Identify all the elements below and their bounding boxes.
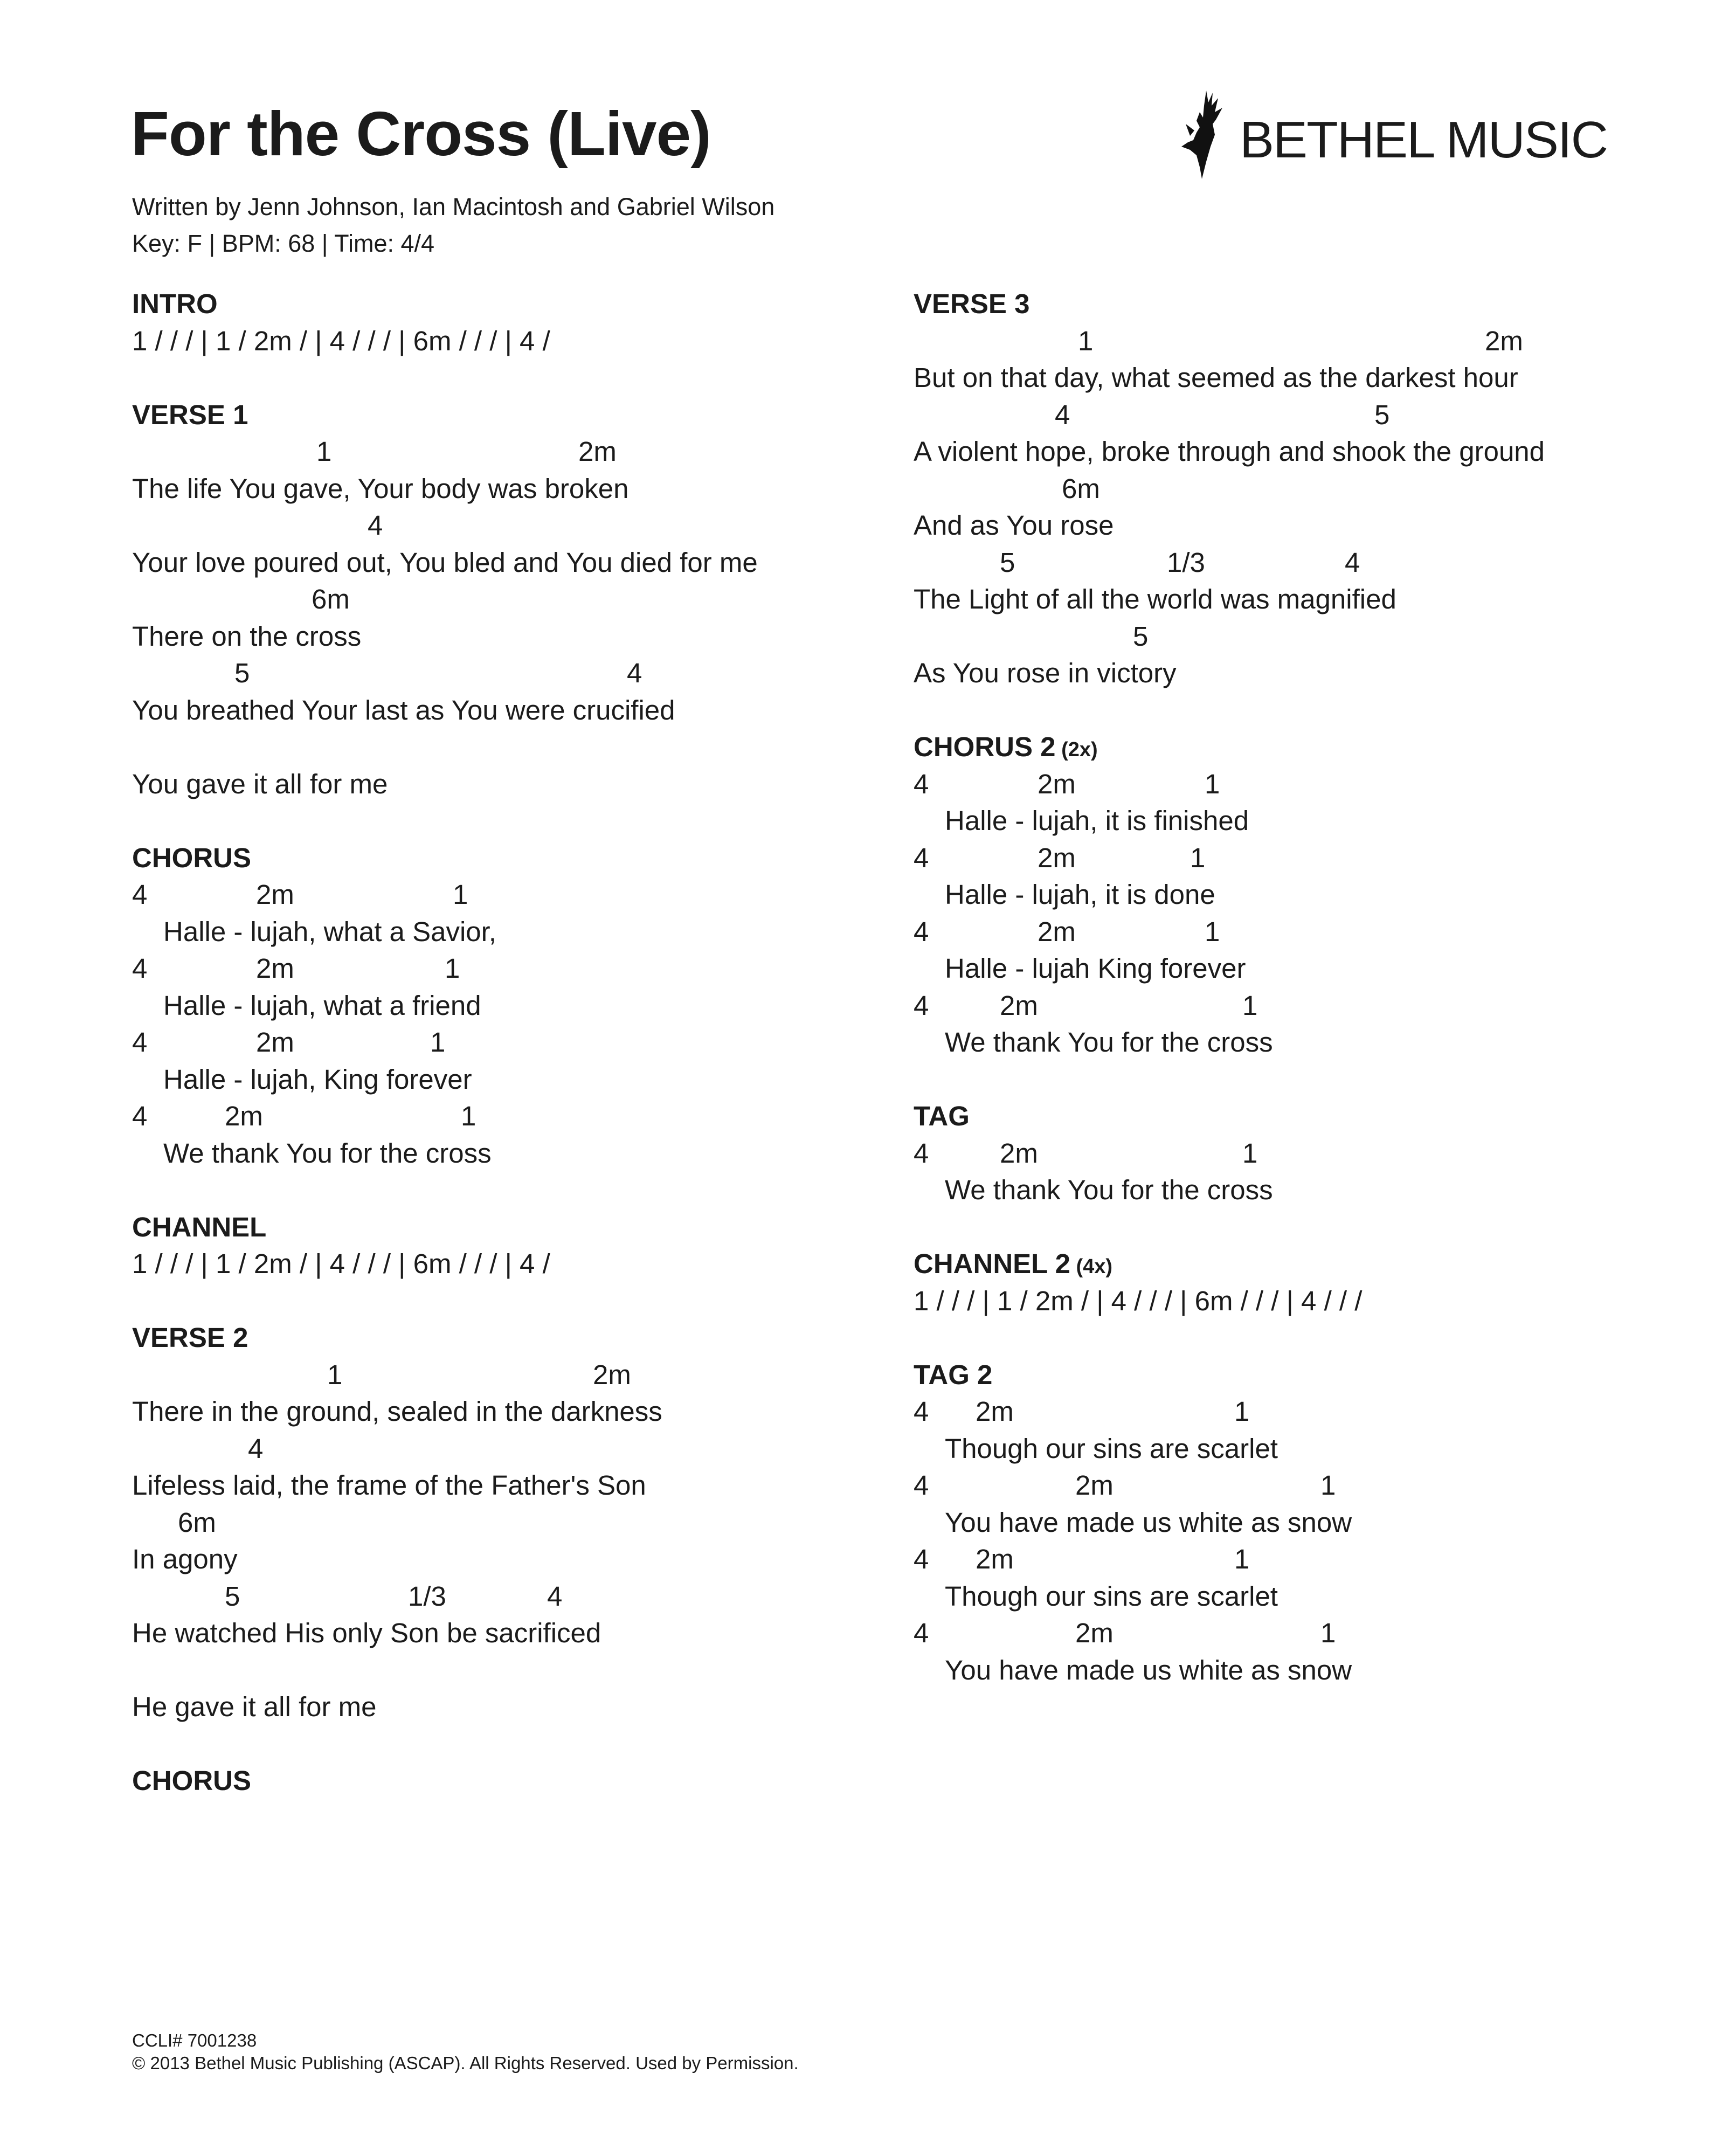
chord: 2m bbox=[1075, 1470, 1114, 1501]
chord-line bbox=[132, 433, 897, 471]
chord: 4 bbox=[132, 953, 148, 984]
lyric-line: Halle - lujah King forever bbox=[945, 953, 1246, 984]
section-heading bbox=[132, 286, 897, 323]
blank-line bbox=[132, 803, 897, 840]
lyric-line: He gave it all for me bbox=[132, 1691, 377, 1722]
chord: 2m bbox=[256, 1027, 294, 1058]
lyric-line: Lifeless laid, the frame of the Father's Son bbox=[132, 1470, 646, 1501]
blank-line bbox=[132, 1726, 897, 1763]
chord: 1 bbox=[1242, 990, 1258, 1021]
blank-line bbox=[914, 692, 1679, 729]
chord: 2m bbox=[593, 1359, 631, 1390]
left-column bbox=[132, 286, 897, 1800]
lyric-line: We thank You for the cross bbox=[163, 1137, 492, 1169]
chord: 1 bbox=[327, 1359, 343, 1390]
lyric-line: Halle - lujah, what a Savior, bbox=[163, 916, 496, 947]
song-credits bbox=[132, 189, 774, 262]
chord: 1 bbox=[1205, 768, 1220, 799]
chord: 1 bbox=[430, 1027, 446, 1058]
section-heading-text: CHANNEL bbox=[132, 1211, 267, 1242]
repeat-marker: (2x) bbox=[1055, 738, 1098, 761]
lyric-line: We thank You for the cross bbox=[945, 1174, 1273, 1205]
chord: 1 bbox=[1234, 1544, 1250, 1574]
lyric-line: And as You rose bbox=[914, 510, 1114, 541]
chord-line bbox=[132, 655, 897, 692]
chord-line bbox=[132, 507, 897, 544]
chord: 2m bbox=[256, 879, 294, 910]
lyric-line: There on the cross bbox=[132, 620, 362, 652]
chord: 6m bbox=[312, 584, 350, 614]
chord-line bbox=[914, 840, 1679, 877]
section-heading bbox=[132, 1763, 897, 1800]
chord: 5 bbox=[1133, 620, 1149, 652]
chord: 4 bbox=[132, 1101, 148, 1131]
section-heading-text: CHORUS bbox=[132, 1765, 252, 1796]
chord: 1 bbox=[1320, 1470, 1336, 1501]
chord-line bbox=[132, 1098, 897, 1135]
section-heading bbox=[132, 1319, 897, 1357]
chord-line bbox=[132, 876, 897, 914]
lyric-line: Halle - lujah, what a friend bbox=[163, 990, 481, 1021]
chord: 4 bbox=[914, 842, 929, 873]
chord: 2m bbox=[1485, 325, 1523, 356]
chord: 2m bbox=[976, 1544, 1014, 1574]
chord: 4 bbox=[132, 879, 148, 910]
chord: 2m bbox=[1038, 842, 1076, 873]
chord: 4 bbox=[1055, 399, 1070, 430]
lyric-line: Your love poured out, You bled and You died for me bbox=[132, 547, 758, 578]
lyric-line: The life You gave, Your body was broken bbox=[132, 473, 629, 504]
chord: 4 bbox=[132, 1027, 148, 1058]
chord: 5 bbox=[1374, 399, 1390, 430]
blank-line bbox=[914, 1061, 1679, 1098]
chord: 1 bbox=[453, 879, 468, 910]
chord-line bbox=[914, 323, 1679, 360]
chord-line bbox=[132, 1578, 897, 1615]
chord-line bbox=[132, 1431, 897, 1468]
blank-line bbox=[132, 360, 897, 397]
section-heading bbox=[914, 1246, 1679, 1283]
chord: 2m bbox=[225, 1101, 263, 1131]
lyric-line: But on that day, what seemed as the darkest hour bbox=[914, 362, 1518, 393]
chord-line bbox=[914, 1393, 1679, 1431]
lyric-line: Halle - lujah, it is done bbox=[945, 879, 1215, 910]
chord: 4 bbox=[914, 916, 929, 947]
chord-line bbox=[914, 618, 1679, 655]
chord: 4 bbox=[914, 1396, 929, 1427]
lyric-line: 1 / / / | 1 / 2m / | 4 / / / | 6m / / / | 4 / bbox=[132, 325, 550, 356]
key-bpm-time: Key: F | BPM: 68 | Time: 4/4 bbox=[132, 230, 435, 257]
lyric-line: Halle - lujah, it is finished bbox=[945, 805, 1249, 836]
chord-line bbox=[914, 1467, 1679, 1504]
chord: 1 bbox=[1190, 842, 1206, 873]
bethel-music-logo bbox=[1175, 86, 1607, 183]
chord: 1 bbox=[1078, 325, 1094, 356]
chord: 2m bbox=[1000, 1137, 1038, 1169]
chord-line bbox=[132, 581, 897, 618]
chord: 1 bbox=[461, 1101, 476, 1131]
lyric-line: A violent hope, broke through and shook the ground bbox=[914, 436, 1545, 467]
lyric-line: You have made us white as snow bbox=[945, 1654, 1352, 1685]
chord: 5 bbox=[225, 1580, 240, 1612]
chord: 2m bbox=[1038, 916, 1076, 947]
chord: 4 bbox=[914, 768, 929, 799]
section-heading-text: CHORUS bbox=[132, 842, 252, 873]
chord-line bbox=[914, 397, 1679, 434]
blank-line bbox=[132, 1172, 897, 1209]
chord-line bbox=[132, 1504, 897, 1542]
lyric-line: You gave it all for me bbox=[132, 768, 388, 799]
lyric-line: The Light of all the world was magnified bbox=[914, 584, 1396, 614]
blank-line bbox=[132, 1283, 897, 1320]
section-heading bbox=[914, 729, 1679, 766]
chord: 4 bbox=[914, 990, 929, 1021]
logo-text: BETHEL MUSIC bbox=[1240, 111, 1607, 169]
section-heading-text: VERSE 1 bbox=[132, 399, 248, 430]
chord: 4 bbox=[547, 1580, 563, 1612]
chord: 4 bbox=[914, 1618, 929, 1648]
chord: 4 bbox=[914, 1137, 929, 1169]
chord: 2m bbox=[578, 436, 617, 467]
lyric-line: 1 / / / | 1 / 2m / | 4 / / / | 6m / / / | 4 / / / bbox=[914, 1285, 1363, 1316]
lyric-line: There in the ground, sealed in the darkness bbox=[132, 1396, 662, 1427]
ccli-number: CCLI# 7001238 bbox=[132, 2030, 257, 2050]
lyric-line: In agony bbox=[132, 1544, 238, 1574]
deer-head-icon bbox=[1175, 86, 1234, 183]
chord: 4 bbox=[627, 658, 642, 688]
chord-line bbox=[914, 1541, 1679, 1578]
chord: 1 bbox=[1234, 1396, 1250, 1427]
section-heading bbox=[132, 1209, 897, 1246]
chord-line bbox=[132, 950, 897, 987]
right-column bbox=[914, 286, 1679, 1689]
section-heading bbox=[914, 286, 1679, 323]
lyric-line: We thank You for the cross bbox=[945, 1027, 1273, 1058]
blank-line bbox=[132, 729, 897, 766]
section-heading bbox=[914, 1357, 1679, 1394]
chord-line bbox=[914, 471, 1679, 508]
section-heading bbox=[132, 397, 897, 434]
blank-line bbox=[132, 1652, 897, 1689]
chord: 1 bbox=[1242, 1137, 1258, 1169]
chord: 4 bbox=[1345, 547, 1360, 578]
section-heading-text: INTRO bbox=[132, 288, 218, 319]
section-heading bbox=[132, 840, 897, 877]
chord: 1/3 bbox=[408, 1580, 446, 1612]
chord: 4 bbox=[368, 510, 383, 541]
chord-line bbox=[914, 1615, 1679, 1652]
chord-line bbox=[132, 1024, 897, 1061]
lyric-line: As You rose in victory bbox=[914, 658, 1177, 688]
lyric-line: Though our sins are scarlet bbox=[945, 1433, 1278, 1464]
chord: 6m bbox=[178, 1507, 216, 1538]
chord-line bbox=[914, 914, 1679, 951]
chord: 2m bbox=[976, 1396, 1014, 1427]
section-heading-text: TAG bbox=[914, 1101, 970, 1131]
chord: 4 bbox=[914, 1544, 929, 1574]
section-heading-text: CHANNEL 2 bbox=[914, 1248, 1070, 1279]
chord: 5 bbox=[1000, 547, 1015, 578]
lyric-line: You have made us white as snow bbox=[945, 1507, 1352, 1538]
blank-line bbox=[914, 1319, 1679, 1357]
chord-line bbox=[914, 766, 1679, 803]
chord: 1 bbox=[1205, 916, 1220, 947]
blank-line bbox=[914, 1209, 1679, 1246]
section-heading-text: VERSE 2 bbox=[132, 1322, 248, 1353]
lyric-line: He watched His only Son be sacrificed bbox=[132, 1618, 601, 1648]
chord-line bbox=[914, 987, 1679, 1025]
chord: 4 bbox=[248, 1433, 264, 1464]
song-title: For the Cross (Live) bbox=[131, 99, 711, 169]
chord: 2m bbox=[1075, 1618, 1114, 1648]
chord-line bbox=[914, 1135, 1679, 1172]
chord: 2m bbox=[1000, 990, 1038, 1021]
section-heading-text: VERSE 3 bbox=[914, 288, 1030, 319]
footer bbox=[132, 2029, 799, 2075]
copyright-notice: © 2013 Bethel Music Publishing (ASCAP). All Rights Reserved. Used by Permission. bbox=[132, 2053, 799, 2073]
chord: 6m bbox=[1062, 473, 1100, 504]
chord: 1/3 bbox=[1167, 547, 1205, 578]
lyric-line: Though our sins are scarlet bbox=[945, 1580, 1278, 1612]
chord: 2m bbox=[1038, 768, 1076, 799]
chord: 1 bbox=[316, 436, 332, 467]
lyric-line: You breathed Your last as You were crucified bbox=[132, 694, 675, 725]
chord: 4 bbox=[914, 1470, 929, 1501]
repeat-marker: (4x) bbox=[1070, 1255, 1113, 1278]
section-heading-text: TAG 2 bbox=[914, 1359, 993, 1390]
chord: 1 bbox=[445, 953, 460, 984]
chord-line bbox=[914, 544, 1679, 582]
section-heading-text: CHORUS 2 bbox=[914, 731, 1056, 762]
section-heading bbox=[914, 1098, 1679, 1135]
written-by: Written by Jenn Johnson, Ian Macintosh and Gabriel Wilson bbox=[132, 193, 775, 220]
lyric-line: 1 / / / | 1 / 2m / | 4 / / / | 6m / / / | 4 / bbox=[132, 1248, 550, 1279]
chord: 2m bbox=[256, 953, 294, 984]
lyric-line: Halle - lujah, King forever bbox=[163, 1063, 472, 1095]
chord: 1 bbox=[1320, 1618, 1336, 1648]
chord-line bbox=[132, 1357, 897, 1394]
chord: 5 bbox=[234, 658, 250, 688]
